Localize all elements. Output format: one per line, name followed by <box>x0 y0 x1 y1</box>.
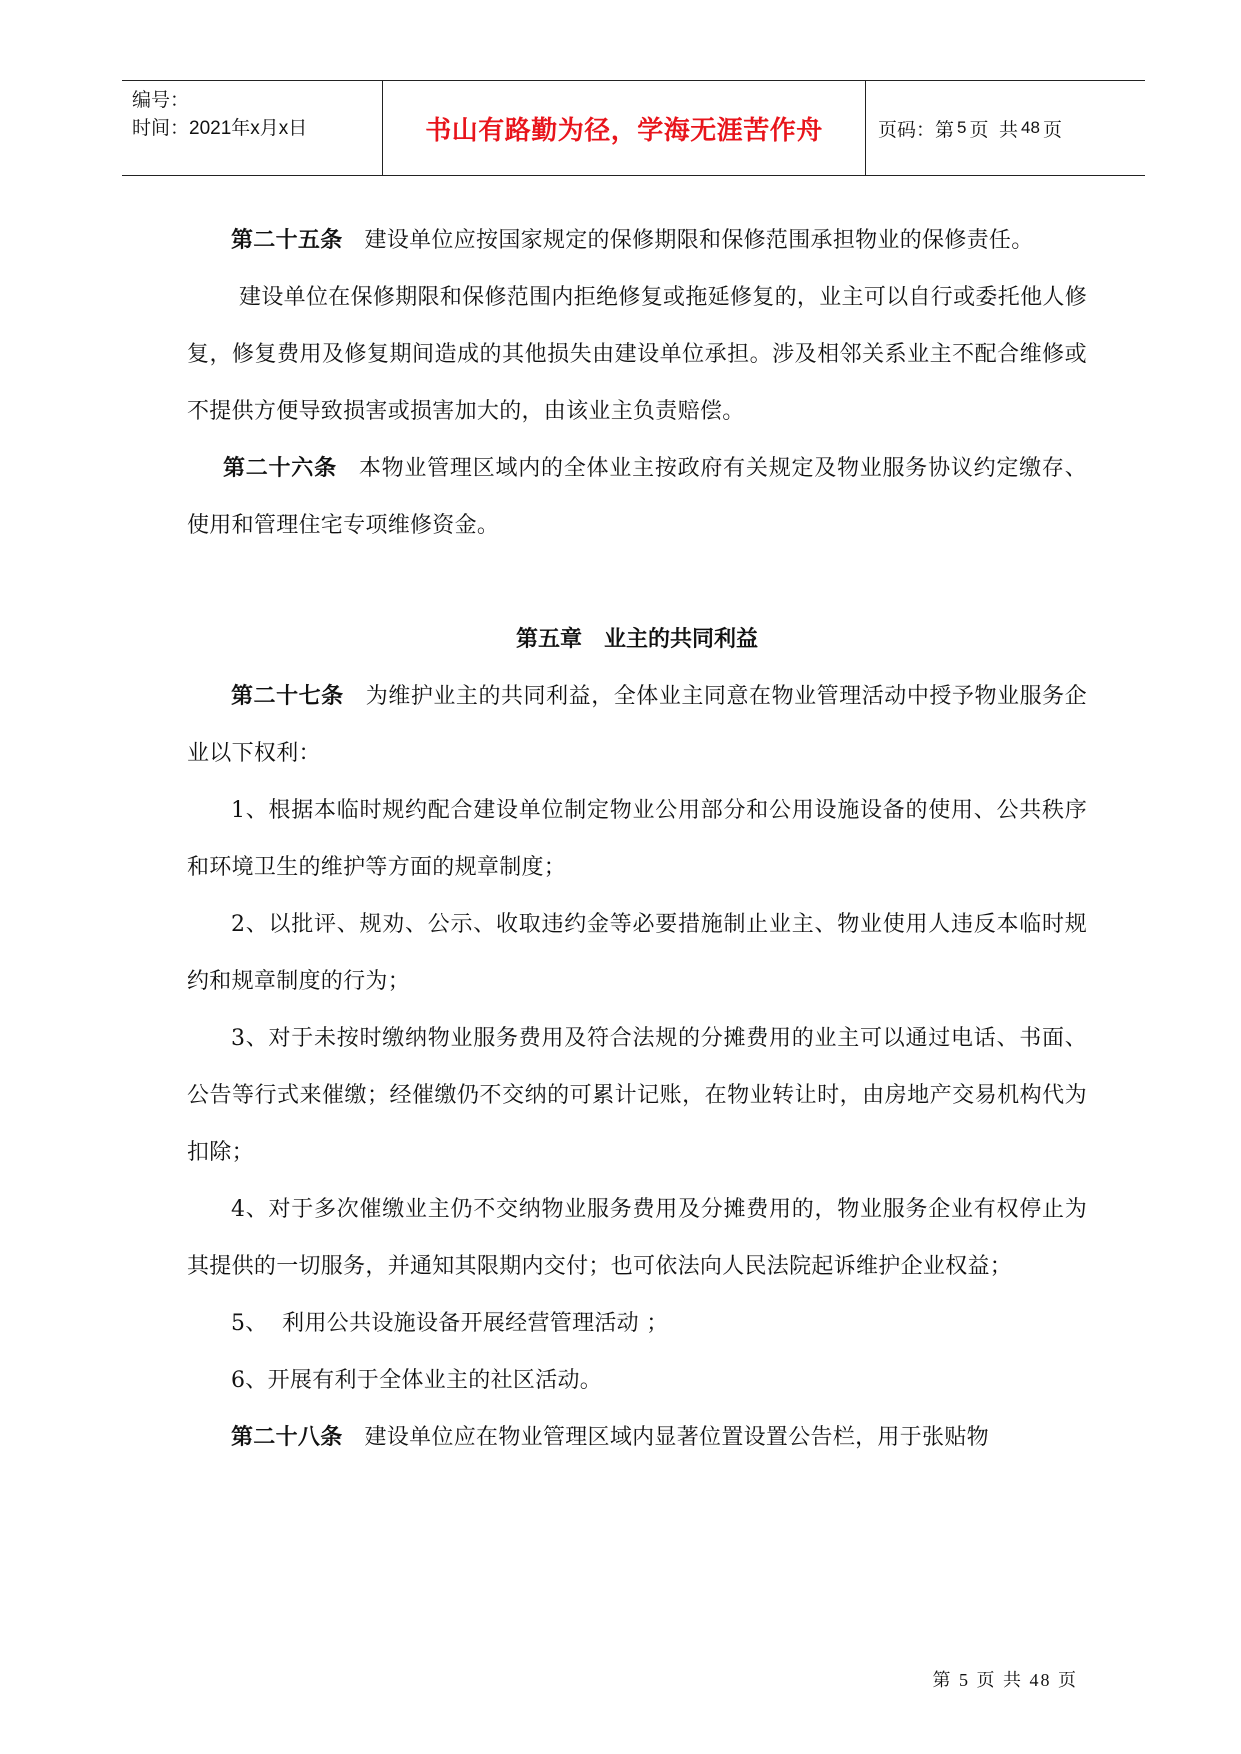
header-page-indicator <box>866 81 1145 175</box>
page-prefix: 页码：第 <box>878 119 955 141</box>
article-28-text: 建设单位应在物业管理区域内显著位置设置公告栏，用于张贴物 <box>364 1425 989 1450</box>
page-current: 5 <box>957 118 967 137</box>
chapter-number: 第五章 <box>515 627 582 652</box>
page-footer: 第 5 页 共 48 页 <box>932 1670 1078 1690</box>
header-meta <box>122 81 382 175</box>
list-item-2: 2、以批评、规劝、公示、收取违约金等必要措施制止业主、物业使用人违反本临时规约和规章制度的行为； <box>187 912 1087 994</box>
document-time-label: 时间：2021年x月x日 <box>132 118 308 139</box>
article-25-text: 建设单位应按国家规定的保修期限和保修范围承担物业的保修责任。 <box>364 228 1034 253</box>
article-27 <box>187 668 1087 782</box>
article-26 <box>187 440 1087 554</box>
article-28-title: 第二十八条 <box>231 1425 343 1450</box>
article-25-paragraph-2: 建设单位在保修期限和保修范围内拒绝修复或拖延修复的，业主可以自行或委托他人修复，修复费用及修复期间造成的其他损失由建设单位承担。涉及相邻关系业主不配合维修或不提供方便导致损害或损害加大的，由该业主负责赔偿。 <box>187 285 1087 424</box>
chapter-heading <box>187 611 1087 668</box>
list-item-6: 6、开展有利于全体业主的社区活动。 <box>231 1368 603 1393</box>
article-28 <box>187 1409 1087 1466</box>
article-27-text: 为维护业主的共同利益，全体业主同意在物业管理活动中授予物业服务企业以下权利： <box>187 684 1087 766</box>
article-26-title: 第二十六条 <box>223 456 337 481</box>
spacer <box>187 554 1087 611</box>
document-body <box>187 212 1087 1466</box>
page-mid: 页 共 <box>969 119 1019 141</box>
article-25-title: 第二十五条 <box>231 228 343 253</box>
list-item-3: 3、对于未按时缴纳物业服务费用及符合法规的分摊费用的业主可以通过电话、书面、公告等行式来催缴；经催缴仍不交纳的可累计记账，在物业转让时，由房地产交易机构代为扣除； <box>187 1026 1087 1165</box>
chapter-title: 业主的共同利益 <box>604 627 759 652</box>
list-item-4: 4、对于多次催缴业主仍不交纳物业服务费用及分摊费用的，物业服务企业有权停止为其提供的一切服务，并通知其限期内交付；也可依法向人民法院起诉维护企业权益； <box>187 1197 1087 1279</box>
article-26-text: 本物业管理区域内的全体业主按政府有关规定及物业服务协议约定缴存、使用和管理住宅专项维修资金。 <box>187 456 1087 538</box>
document-number-label: 编号： <box>132 90 190 111</box>
article-25 <box>187 212 1087 269</box>
page-total: 48 <box>1021 118 1040 137</box>
list-item-5: 5、 利用公共设施设备开展经营管理活动 ； <box>231 1311 669 1336</box>
article-27-title: 第二十七条 <box>231 684 344 709</box>
list-item-1: 1、根据本临时规约配合建设单位制定物业公用部分和公用设施设备的使用、公共秩序和环境卫生的维护等方面的规章制度； <box>187 798 1087 880</box>
document-header <box>122 80 1145 176</box>
page-suffix: 页 <box>1042 119 1062 141</box>
header-motto: 书山有路勤为径，学海无涯苦作舟 <box>382 81 866 175</box>
